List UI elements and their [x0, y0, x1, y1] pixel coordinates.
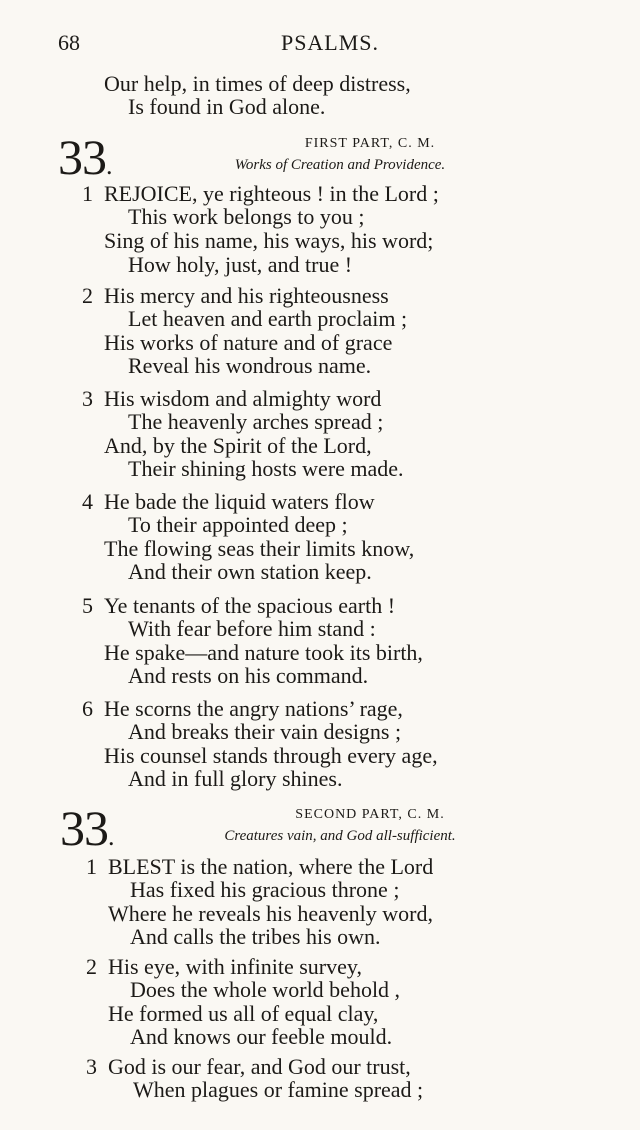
running-title: PSALMS. — [280, 30, 380, 55]
page-number: 68 — [58, 30, 80, 55]
verse-line: Does the whole world behold , — [130, 977, 401, 1002]
part-title: SECOND PART, C. M. — [295, 807, 445, 822]
verse-line: Let heaven and earth proclaim ; — [128, 306, 408, 331]
continuation-line: Our help, in times of deep distress, — [104, 71, 411, 96]
stanza-number: 6 — [82, 696, 93, 721]
stanza-number: 2 — [86, 954, 97, 979]
part-subtitle: Works of Creation and Providence. — [234, 157, 446, 173]
verse-line: BLEST is the nation, where the Lord — [108, 854, 434, 879]
verse-line: And breaks their vain designs ; — [128, 719, 402, 744]
psalm-number: 33. — [58, 129, 112, 185]
part-title: FIRST PART, C. M. — [304, 136, 436, 151]
verse-line: To their appointed deep ; — [128, 512, 348, 537]
verse-line: This work belongs to you ; — [128, 204, 365, 229]
verse-line: His mercy and his righteousness — [104, 283, 389, 308]
verse-line: Reveal his wondrous name. — [128, 353, 372, 378]
verse-line: When plagues or famine spread ; — [133, 1077, 424, 1102]
psalm-number: 33. — [60, 800, 114, 856]
stanza-number: 5 — [82, 593, 93, 618]
verse-line: Ye tenants of the spacious earth ! — [104, 593, 396, 618]
verse-line: His eye, with infinite survey, — [108, 954, 362, 979]
stanza-number: 3 — [86, 1054, 97, 1079]
verse-line: Their shining hosts were made. — [128, 456, 404, 481]
verse-line: God is our fear, and God our trust, — [108, 1054, 411, 1079]
continuation-line: Is found in God alone. — [128, 94, 326, 119]
verse-line: His wisdom and almighty word — [104, 386, 382, 411]
verse-line: How holy, just, and true ! — [128, 252, 353, 277]
verse-line: Where he reveals his heavenly word, — [108, 901, 433, 926]
stanza-number: 3 — [82, 386, 93, 411]
verse-line: The flowing seas their limits know, — [104, 536, 415, 561]
stanza-number: 4 — [82, 489, 93, 514]
verse-line: And knows our feeble mould. — [130, 1024, 393, 1049]
verse-line: And in full glory shines. — [128, 766, 343, 791]
stanza-number: 1 — [82, 181, 93, 206]
verse-line: And calls the tribes his own. — [130, 924, 381, 949]
verse-line: And their own station keep. — [128, 559, 372, 584]
verse-line: Has fixed his gracious throne ; — [130, 877, 400, 902]
verse-line: He bade the liquid waters flow — [104, 489, 375, 514]
verse-line: His works of nature and of grace — [104, 330, 393, 355]
verse-line: He formed us all of equal clay, — [108, 1001, 379, 1026]
stanza-number: 2 — [82, 283, 93, 308]
verse-line: He spake—and nature took its birth, — [104, 640, 423, 665]
verse-line: And, by the Spirit of the Lord, — [104, 433, 372, 458]
verse-line: He scorns the angry nations’ rage, — [104, 696, 403, 721]
part-subtitle: Creatures vain, and God all-sufficient. — [224, 828, 456, 844]
verse-line: And rests on his command. — [128, 663, 369, 688]
verse-line: With fear before him stand : — [128, 616, 376, 641]
verse-line: Sing of his name, his ways, his word; — [104, 228, 434, 253]
verse-line: The heavenly arches spread ; — [128, 409, 384, 434]
verse-line: His counsel stands through every age, — [104, 743, 438, 768]
stanza-number: 1 — [86, 854, 97, 879]
page-header — [0, 30, 640, 58]
verse-line: REJOICE, ye righteous ! in the Lord ; — [104, 181, 439, 206]
